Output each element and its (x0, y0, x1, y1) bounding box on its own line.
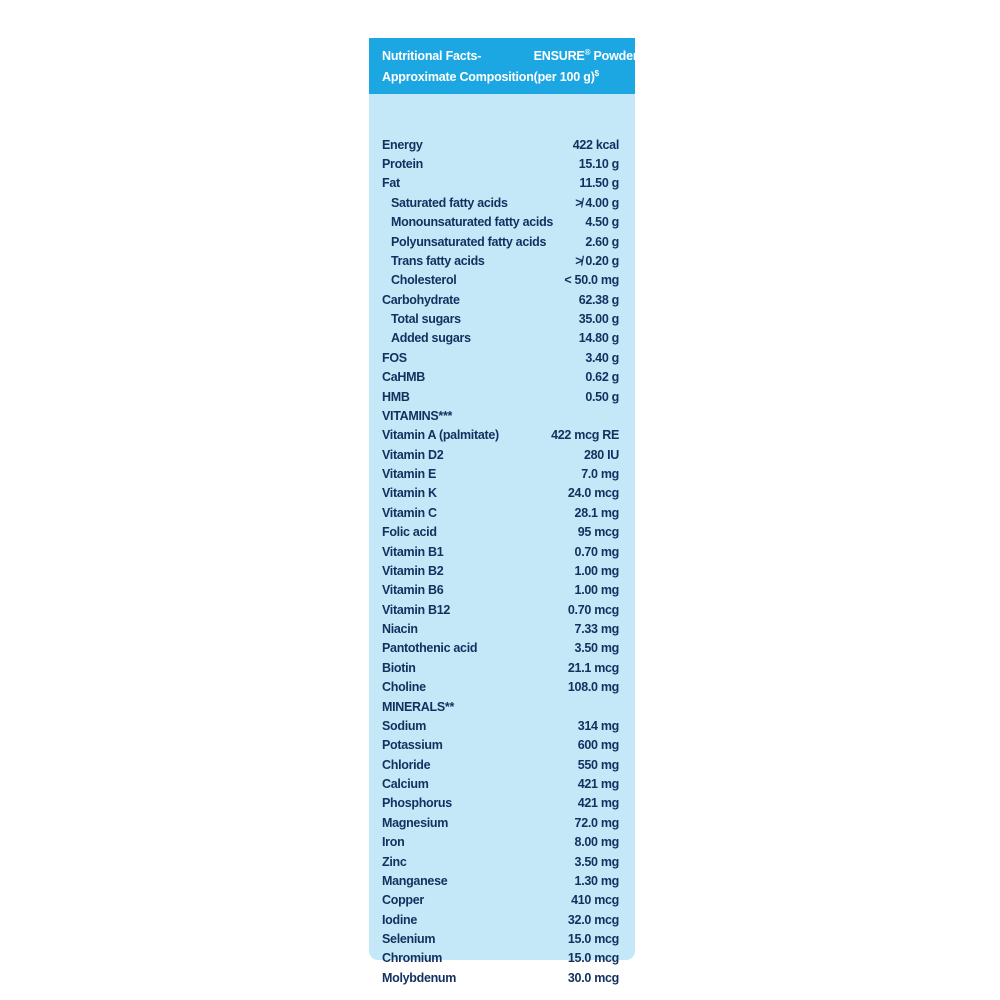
nutrient-value: 3.50 mg (574, 854, 619, 869)
nutrient-row (369, 426, 635, 445)
nutrient-value: 95 mcg (577, 525, 619, 540)
nutrient-value: 108.0 mg (567, 680, 619, 695)
nutrient-value: 314 mg (577, 718, 619, 733)
nutrient-name: Choline (382, 680, 426, 695)
nutrient-value: 15.10 g (578, 157, 619, 172)
nutrient-row (369, 484, 635, 503)
nutrient-value: 550 mg (577, 757, 619, 772)
nutrient-name: Phosphorus (382, 796, 452, 811)
nutrient-row (369, 135, 635, 154)
nutrient-value: 24.0 mcg (567, 486, 619, 501)
nutrient-name: Molybdenum (382, 970, 457, 985)
nutrient-row (369, 968, 635, 987)
table-header (369, 38, 638, 94)
nutrient-row (369, 174, 635, 193)
nutrient-row (369, 368, 635, 387)
nutrient-row (369, 309, 635, 328)
nutrient-value: 32.0 mcg (567, 912, 619, 927)
nutrient-row (369, 154, 635, 173)
nutrient-name: Copper (382, 893, 424, 908)
nutrient-name: Manganese (382, 873, 448, 888)
nutrient-name: Monounsaturated fatty acids (391, 215, 554, 230)
nutrient-value: 422 mcg RE (551, 428, 619, 443)
nutrient-name: HMB (382, 389, 410, 404)
nutrient-row (369, 542, 635, 561)
nutrient-name: Fat (382, 176, 400, 191)
nutrient-row (369, 271, 635, 290)
nutrient-name: VITAMINS*** (382, 408, 453, 423)
nutrient-row (369, 716, 635, 735)
nutrient-name: Protein (382, 157, 423, 172)
nutrient-name: Niacin (382, 622, 418, 637)
nutrient-name: Vitamin B2 (382, 563, 444, 578)
nutrient-row (369, 561, 635, 580)
header-product-line-2 (534, 67, 638, 88)
nutrient-row (369, 774, 635, 793)
nutrient-name: Calcium (382, 777, 429, 792)
nutrient-value: 1.00 mg (574, 583, 619, 598)
nutrient-name: Saturated fatty acids (391, 195, 508, 210)
nutrient-row (369, 348, 635, 367)
registered-mark: ® (584, 47, 591, 57)
nutrient-name: Magnesium (382, 815, 449, 830)
nutrient-name: Chromium (382, 951, 443, 966)
nutrient-value: 15.0 mcg (567, 951, 619, 966)
nutrient-row (369, 794, 635, 813)
nutrient-value: 0.70 mcg (567, 602, 619, 617)
serving-basis: (per 100 g) (533, 70, 595, 84)
nutrient-value: ≯ 4.00 g (575, 195, 619, 210)
nutrient-row (369, 658, 635, 677)
product-name: ENSURE (533, 49, 585, 63)
nutrient-name: Selenium (382, 932, 436, 947)
nutrient-value: 410 mcg (571, 893, 619, 908)
nutrient-name: Vitamin C (382, 505, 437, 520)
nutrient-name: Carbohydrate (382, 292, 460, 307)
nutrient-name: Cholesterol (391, 273, 457, 288)
nutrient-row (369, 619, 635, 638)
nutrient-row (369, 736, 635, 755)
nutrient-value: 11.50 g (579, 176, 619, 191)
nutrient-value: < 50.0 mg (564, 273, 619, 288)
nutrient-row (369, 949, 635, 968)
nutrient-row (369, 871, 635, 890)
nutrient-name: Polyunsaturated fatty acids (391, 234, 547, 249)
nutrient-rows (369, 135, 635, 988)
nutrient-name: Vitamin B1 (382, 544, 444, 559)
nutrient-name: Vitamin B12 (382, 602, 451, 617)
nutrient-name: Added sugars (391, 331, 471, 346)
nutrient-row (369, 193, 635, 212)
nutrient-value: 1.30 mg (574, 873, 619, 888)
nutrient-value: 30.0 mcg (567, 970, 619, 985)
nutrient-row (369, 929, 635, 948)
nutrient-name: Potassium (382, 738, 443, 753)
footnote-mark: $ (594, 68, 599, 78)
nutrient-value: 421 mg (577, 796, 619, 811)
nutrient-row (369, 445, 635, 464)
nutrient-value: 4.50 g (585, 215, 619, 230)
header-title-line-2: Approximate Composition (382, 70, 534, 84)
nutrient-row (369, 290, 635, 309)
nutrient-row (369, 910, 635, 929)
nutrient-name: FOS (382, 350, 407, 365)
nutrient-row (369, 251, 635, 270)
nutrient-value: 8.00 mg (574, 835, 619, 850)
nutrient-value: 15.0 mcg (567, 932, 619, 947)
nutrient-row (369, 387, 635, 406)
nutrient-value: 72.0 mg (574, 815, 619, 830)
nutrient-value: 3.40 g (585, 350, 619, 365)
nutrient-value: 2.60 g (585, 234, 619, 249)
nutrient-name: Pantothenic acid (382, 641, 478, 656)
nutrient-row (369, 639, 635, 658)
nutrient-value: 280 IU (583, 447, 619, 462)
nutrient-name: Vitamin E (382, 467, 437, 482)
nutrient-value: 0.62 g (585, 370, 619, 385)
nutrient-row (369, 503, 635, 522)
nutrient-row (369, 581, 635, 600)
nutrient-row (369, 755, 635, 774)
header-product (534, 38, 641, 94)
nutrient-value: 35.00 g (578, 312, 619, 327)
nutrient-row (369, 833, 635, 852)
nutrient-name: CaHMB (382, 370, 425, 385)
nutrient-name: Iodine (382, 912, 418, 927)
nutrient-value: 421 mg (577, 777, 619, 792)
nutrient-row (369, 813, 635, 832)
nutrient-name: Total sugars (391, 312, 461, 327)
nutrient-row (369, 329, 635, 348)
nutrient-value: 3.50 mg (574, 641, 619, 656)
header-title-line-1: Nutritional Facts- (382, 49, 482, 63)
nutrient-name: Sodium (382, 718, 427, 733)
nutrient-row (369, 406, 635, 425)
nutrient-value: 600 mg (577, 738, 619, 753)
nutrient-name: Vitamin A (palmitate) (382, 428, 499, 443)
nutrient-name: Vitamin D2 (382, 447, 444, 462)
nutrient-value: 21.1 mcg (567, 660, 619, 675)
nutrient-value: 28.1 mg (574, 505, 619, 520)
nutrient-name: Biotin (382, 660, 416, 675)
nutrient-row (369, 697, 635, 716)
nutrient-row (369, 600, 635, 619)
nutrient-value: 0.50 g (585, 389, 619, 404)
nutrient-name: Folic acid (382, 525, 437, 540)
nutrient-row (369, 852, 635, 871)
nutrient-name: Vitamin B6 (382, 583, 444, 598)
nutrient-name: Chloride (382, 757, 431, 772)
nutrient-name: Vitamin K (382, 486, 437, 501)
nutrient-row (369, 678, 635, 697)
nutrient-name: MINERALS** (382, 699, 455, 714)
nutrient-name: Iron (382, 835, 405, 850)
nutrient-value: 7.0 mg (581, 467, 619, 482)
nutrient-value: 422 kcal (572, 137, 619, 152)
nutrient-row (369, 232, 635, 251)
nutrition-facts-panel (369, 38, 638, 985)
nutrient-value: 62.38 g (578, 292, 619, 307)
nutrient-name: Trans fatty acids (391, 253, 485, 268)
nutrient-value: ≯ 0.20 g (575, 253, 619, 268)
nutrient-row (369, 464, 635, 483)
header-product-line-1 (534, 46, 638, 67)
product-form: Powder (590, 49, 638, 63)
header-title (369, 38, 534, 94)
nutrient-row (369, 213, 635, 232)
nutrient-value: 7.33 mg (574, 622, 619, 637)
nutrient-name: Energy (382, 137, 423, 152)
nutrient-value: 1.00 mg (574, 563, 619, 578)
nutrient-value: 14.80 g (578, 331, 619, 346)
nutrient-value: 0.70 mg (574, 544, 619, 559)
nutrient-row (369, 891, 635, 910)
nutrient-name: Zinc (382, 854, 407, 869)
nutrient-row (369, 523, 635, 542)
